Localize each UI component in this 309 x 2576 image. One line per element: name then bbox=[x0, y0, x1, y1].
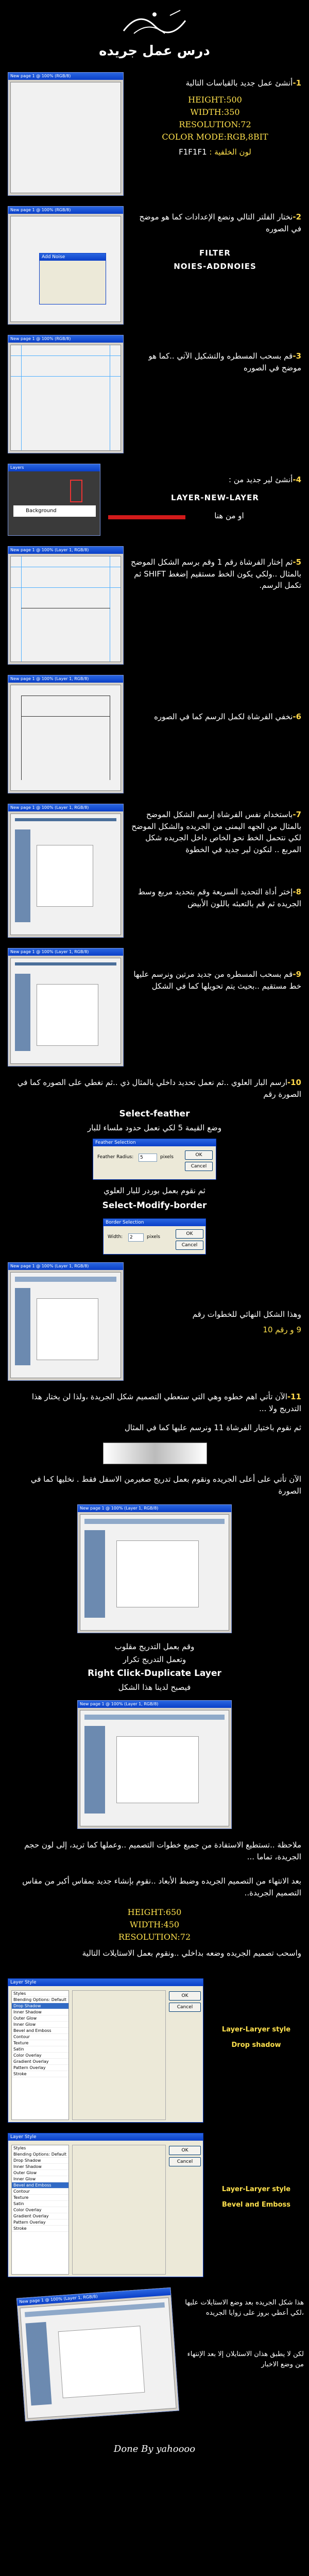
step4-hint: او من هنا bbox=[214, 511, 244, 520]
red-arrow bbox=[108, 515, 185, 519]
cancel-button[interactable]: Cancel bbox=[169, 2157, 201, 2166]
add-noise-dialog: Add Noise bbox=[39, 253, 106, 304]
step4-heading: 4-أنشئ لير جديد من : bbox=[228, 475, 301, 484]
note-text2: بعد الانتهاء من التصميم الجريده وضبط الأبعاد ..نقوم بإنشاء جديد بمقاس أكبر من مقاس التصميم الجريدة.. bbox=[22, 1876, 301, 1897]
photoshop-window-step11b: New page 1 @ 100% (Layer 1, RGB/8) bbox=[77, 1700, 232, 1829]
gradient-preview bbox=[103, 1443, 207, 1464]
style-list: Styles Blending Options: Default Drop Shadow Inner Shadow Outer Glow Inner Glow Bevel and Emboss Contour Texture Satin Color Overlay Gradient Overlay Pattern Overlay Stroke bbox=[11, 2145, 69, 2275]
step5-heading: 5-ثم إختار الفرشاة رقم 1 وقم برسم الشكل الموضح بالمثال ..ولكي يكون الخط مستقيم إضغط SHIFT ثم تكمل الرسم. bbox=[130, 557, 301, 590]
step1-height: HEIGHT:500 bbox=[188, 95, 242, 105]
layer-style-dialog-1: Layer Style Styles Blending Options: Default Drop Shadow Inner Shadow Outer Glow Inner Glow Bevel and Emboss Contour Texture Satin Color Overlay Gradient Overlay Pattern Overlay Stroke OK Cancel bbox=[8, 1978, 203, 2123]
layers-panel: Layers Background bbox=[8, 464, 100, 536]
final-text: هذا شكل الجريده بعد وضع الاستايلات عليها ،لكي أعطي بروز على زوايا الجريده bbox=[185, 2299, 304, 2317]
calligraphy-logo bbox=[118, 5, 191, 41]
step10-final-text: وهذا الشكل النهائي للخطوات رقم bbox=[192, 1310, 301, 1319]
border-dialog: Border Selection Width: 2 pixels OK Cancel bbox=[103, 1218, 206, 1255]
step10-border-text: ثم نقوم بعمل بوردر للبار العلوي bbox=[104, 1186, 205, 1195]
step2-heading: 2-نختار الفلتر التالي ونضع الإعدادات كما هو موضح في الصوره bbox=[139, 212, 301, 233]
photoshop-window-step2: New page 1 @ 100% (RGB/8) Add Noise bbox=[8, 206, 124, 325]
step10-heading: 10-ارسم البار العلوي ..ثم نعمل تحديد داخلي بالمثال ذي ..ثم نغطي على الصوره كما في الصورة رقم bbox=[17, 1078, 301, 1099]
style-settings-pane bbox=[72, 2145, 166, 2275]
step10-feather-text: وضع القيمة 5 لكي نعمل حدود ملساء للبار bbox=[87, 1123, 222, 1132]
step11-text3: الآن تأتي على أعلى الجريده ونقوم بعمل تدريج صغيرمن الاسفل فقط . نخليها كما في الصورة bbox=[30, 1475, 301, 1496]
canvas bbox=[10, 82, 121, 193]
note-width: WIDTH:450 bbox=[129, 1920, 180, 1929]
ok-button[interactable]: OK bbox=[169, 1991, 201, 2001]
cancel-button[interactable]: Cancel bbox=[169, 2003, 201, 2012]
ok-button[interactable]: OK bbox=[185, 1150, 213, 1160]
step10-final-nums: 9 و رقم 10 bbox=[263, 1325, 301, 1334]
step1-resolution: RESOLUTION:72 bbox=[179, 120, 251, 129]
step2-filter-path: NOIES-ADDNOIES bbox=[174, 262, 256, 271]
step11-cmd: Right Click-Duplicate Layer bbox=[88, 1668, 221, 1679]
note-height: HEIGHT:650 bbox=[127, 1907, 182, 1917]
photoshop-window-step11a: New page 1 @ 100% (Layer 1, RGB/8) bbox=[77, 1504, 232, 1633]
step11-text6: فيصبح لدينا هذا الشكل bbox=[118, 1683, 191, 1692]
step10-feather-cmd: Select-feather bbox=[119, 1109, 190, 1119]
photoshop-window-step6: New page 1 @ 100% (Layer 1, RGB/8) bbox=[8, 675, 124, 793]
step11-text2: ثم نقوم باختيار الفرشاة 11 ونرسم عليها كما في المثال bbox=[124, 1423, 301, 1432]
background-layer[interactable]: Background bbox=[13, 505, 96, 517]
photoshop-window-step10: New page 1 @ 100% (Layer 1, RGB/8) bbox=[8, 1262, 124, 1381]
style-settings-pane bbox=[72, 1990, 166, 2120]
step11-text5: وتعمل التدريج تكرار bbox=[123, 1655, 186, 1664]
style2-label2: Bevel and Emboss bbox=[222, 2201, 290, 2209]
step9-heading: 9-قم بسحب المسطره من جديد مرتين ونرسم عليها خط مستقيم ..بحيث يتم تحويلها كما في الشكل bbox=[133, 970, 301, 991]
style1-label1: Layer-Laryer style bbox=[221, 2026, 291, 2033]
ok-button[interactable]: OK bbox=[169, 2146, 201, 2155]
photoshop-window-step1 bbox=[8, 72, 124, 196]
step6-heading: 6-نخفي الفرشاة لكمل الرسم كما في الصوره bbox=[154, 712, 301, 721]
layer-style-dialog-2: Layer Style Styles Blending Options: Default Drop Shadow Inner Shadow Outer Glow Inner Glow Bevel and Emboss Contour Texture Satin Color Overlay Gradient Overlay Pattern Overlay Stroke OK Cancel bbox=[8, 2133, 203, 2277]
window-titlebar: New page 1 @ 100% (RGB/8) bbox=[8, 73, 123, 80]
feather-dialog: Feather Selection Feather Radius: 5 pixels OK Cancel bbox=[93, 1139, 216, 1180]
photoshop-window-step3: New page 1 @ 100% (RGB/8) bbox=[8, 335, 124, 453]
step2-filter: FILTER bbox=[199, 248, 231, 258]
signature: Done By yahoooo bbox=[113, 2444, 196, 2454]
note-text: ملاحظة ..تستطيع الاستفادة من جميع خطوات التصميم ..وعملها كما تريد، إلى لون حجم الجريدة، تماما ... bbox=[24, 1840, 301, 1861]
step3-heading: 3-قم بسحب المسطره والتشكيل الآتي ..كما هو موضح في الصوره bbox=[148, 351, 301, 372]
style1-label2: Drop shadow bbox=[231, 2041, 281, 2049]
center-rect bbox=[37, 845, 93, 907]
new-layer-highlight bbox=[70, 480, 82, 502]
step1-width: WIDTH:350 bbox=[190, 107, 240, 117]
feather-radius-input[interactable]: 5 bbox=[139, 1154, 157, 1162]
step11-text4: وقم بعمل التدريج مقلوب bbox=[114, 1642, 195, 1651]
step1-heading: 1-أنشئ عمل جديد بالقياسات التالية bbox=[185, 78, 301, 88]
step7-heading: 7-باستخدام نفس الفرشاة إرسم الشكل الموضح بالمثال من الجهه اليمنى من الجريده والشكل الموضح لكي نتحمل الخط نحو الخاص داخل الجريده شكل المربع .. لنكون لير جديد في الخطوة bbox=[131, 810, 301, 854]
step11-heading: 11-الآن تأتي اهم خطوه وهي التي ستعطي التصميم شكل الجريدة ،ولذا لن يختار هذا التدريج ولا ... bbox=[31, 1392, 301, 1413]
step1-color-mode: COLOR MODE:RGB,8BIT bbox=[162, 132, 268, 142]
photoshop-window-step7: New page 1 @ 100% (Layer 1, RGB/8) bbox=[8, 804, 124, 938]
cancel-button[interactable]: Cancel bbox=[176, 1241, 203, 1250]
step8-heading: 8-إختر أداة التحديد السريعة وقم بتحديد مربع وسط الجريده ثم قم بالتعبئه باللون الأبيض bbox=[138, 887, 301, 908]
note-text3: واسحب تصميم الجريده وضعه بداخلي ..ونقوم بعمل الاستايلات التالية bbox=[82, 1948, 301, 1958]
cancel-button[interactable]: Cancel bbox=[185, 1162, 213, 1171]
border-width-input[interactable]: 2 bbox=[128, 1233, 144, 1242]
final-text2: لكن لا يطبق هذان الاستايلان إلا بعد الإنتهاء من وضع الاخبار bbox=[187, 2350, 304, 2368]
final-result-window: New page 1 @ 100% (Layer 1, RGB/8) bbox=[16, 2287, 179, 2421]
note-resolution: RESOLUTION:72 bbox=[118, 1932, 191, 1942]
photoshop-window-step9: New page 1 @ 100% (Layer 1, RGB/8) bbox=[8, 948, 124, 1066]
photoshop-window-step5: New page 1 @ 100% (Layer 1, RGB/8) bbox=[8, 546, 124, 665]
style-list: Styles Blending Options: Default Drop Shadow Inner Shadow Outer Glow Inner Glow Bevel and Emboss Contour Texture Satin Color Overlay Gradient Overlay Pattern Overlay Stroke bbox=[11, 1990, 69, 2120]
page-title: درس عمل جريده bbox=[99, 43, 210, 59]
step4-path: LAYER-NEW-LAYER bbox=[171, 493, 259, 502]
step1-bg: لون الخلفية : F1F1F1 bbox=[179, 147, 251, 157]
step10-border-cmd: Select-Modify-border bbox=[102, 1200, 207, 1211]
ok-button[interactable]: OK bbox=[176, 1229, 203, 1239]
style2-label1: Layer-Laryer style bbox=[221, 2185, 291, 2193]
